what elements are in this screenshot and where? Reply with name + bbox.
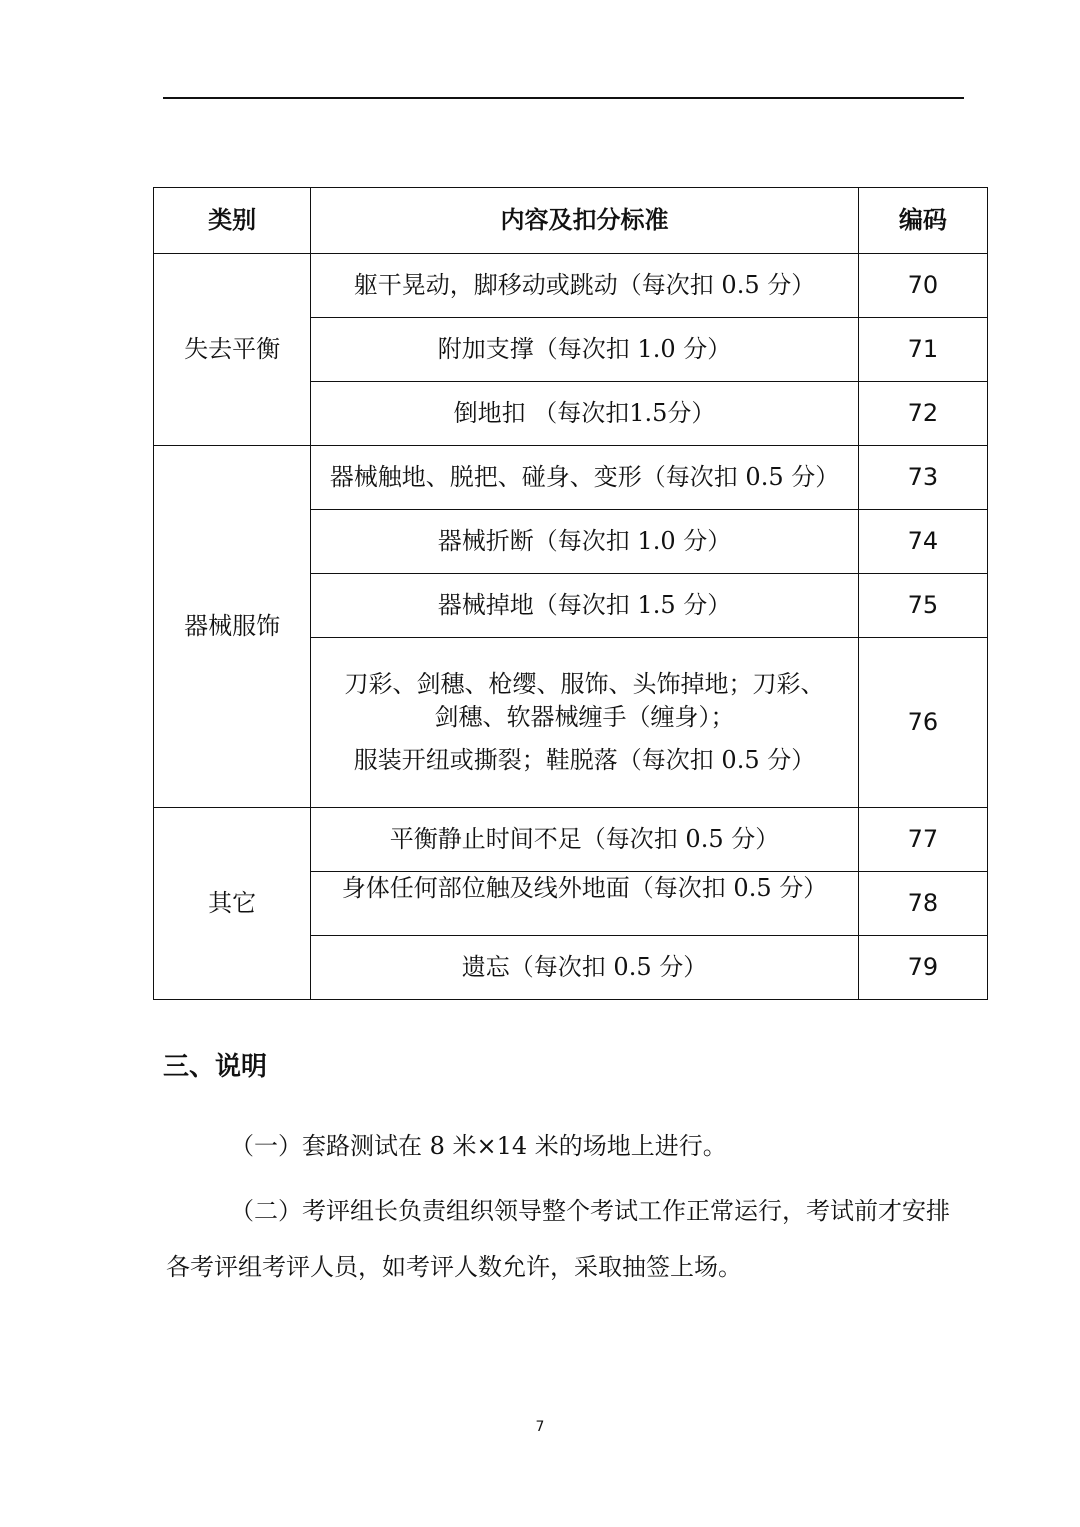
header-category: 类别 bbox=[154, 188, 311, 254]
paragraph: （一）套路测试在 8 米×14 米的场地上进行。 bbox=[230, 1132, 727, 1160]
content-cell: 躯干晃动，脚移动或跳动（每次扣 0.5 分） bbox=[311, 254, 859, 318]
content-line: 服装开纽或撕裂；鞋脱落（每次扣 0.5 分） bbox=[353, 745, 816, 774]
code-cell: 72 bbox=[858, 382, 987, 446]
header-content: 内容及扣分标准 bbox=[311, 188, 859, 254]
content-cell: 平衡静止时间不足（每次扣 0.5 分） bbox=[311, 808, 859, 872]
code-cell: 77 bbox=[858, 808, 987, 872]
content-cell: 附加支撑（每次扣 1.0 分） bbox=[311, 318, 859, 382]
content-cell: 倒地扣 （每次扣1.5分） bbox=[311, 382, 859, 446]
code-cell: 75 bbox=[858, 574, 987, 638]
table-row bbox=[154, 808, 988, 872]
content-line: 刀彩、剑穗、枪缨、服饰、头饰掉地；刀彩、 bbox=[344, 670, 825, 699]
paragraph: （二）考评组长负责组织领导整个考试工作正常运行，考试前才安排各考评组考评人员，如考评人数允许，采取抽签上场。 bbox=[166, 1197, 950, 1281]
page-number: 7 bbox=[535, 1419, 545, 1435]
category-cell: 器械服饰 bbox=[154, 446, 311, 808]
content-cell bbox=[311, 638, 859, 808]
table-row bbox=[154, 446, 988, 510]
content-cell: 身体任何部位触及线外地面（每次扣 0.5 分） bbox=[311, 872, 859, 936]
content-cell: 器械折断（每次扣 1.0 分） bbox=[311, 510, 859, 574]
code-cell: 78 bbox=[858, 872, 987, 936]
code-cell: 70 bbox=[858, 254, 987, 318]
code-cell: 74 bbox=[858, 510, 987, 574]
category-cell: 失去平衡 bbox=[154, 254, 311, 446]
header-rule bbox=[163, 97, 964, 99]
deduction-table bbox=[153, 187, 988, 1000]
code-cell: 73 bbox=[858, 446, 987, 510]
code-cell: 79 bbox=[858, 936, 987, 1000]
section-title: 三、说明 bbox=[163, 1052, 268, 1082]
content-cell: 器械掉地（每次扣 1.5 分） bbox=[311, 574, 859, 638]
header-code: 编码 bbox=[858, 188, 987, 254]
code-cell: 76 bbox=[858, 638, 987, 808]
content-cell: 遗忘（每次扣 0.5 分） bbox=[311, 936, 859, 1000]
category-cell: 其它 bbox=[154, 808, 311, 1000]
content-line: 剑穗、软器械缠手（缠身）； bbox=[434, 703, 735, 732]
content-cell: 器械触地、脱把、碰身、变形（每次扣 0.5 分） bbox=[311, 446, 859, 510]
table-header-row bbox=[154, 188, 988, 254]
code-cell: 71 bbox=[858, 318, 987, 382]
table-row bbox=[154, 254, 988, 318]
